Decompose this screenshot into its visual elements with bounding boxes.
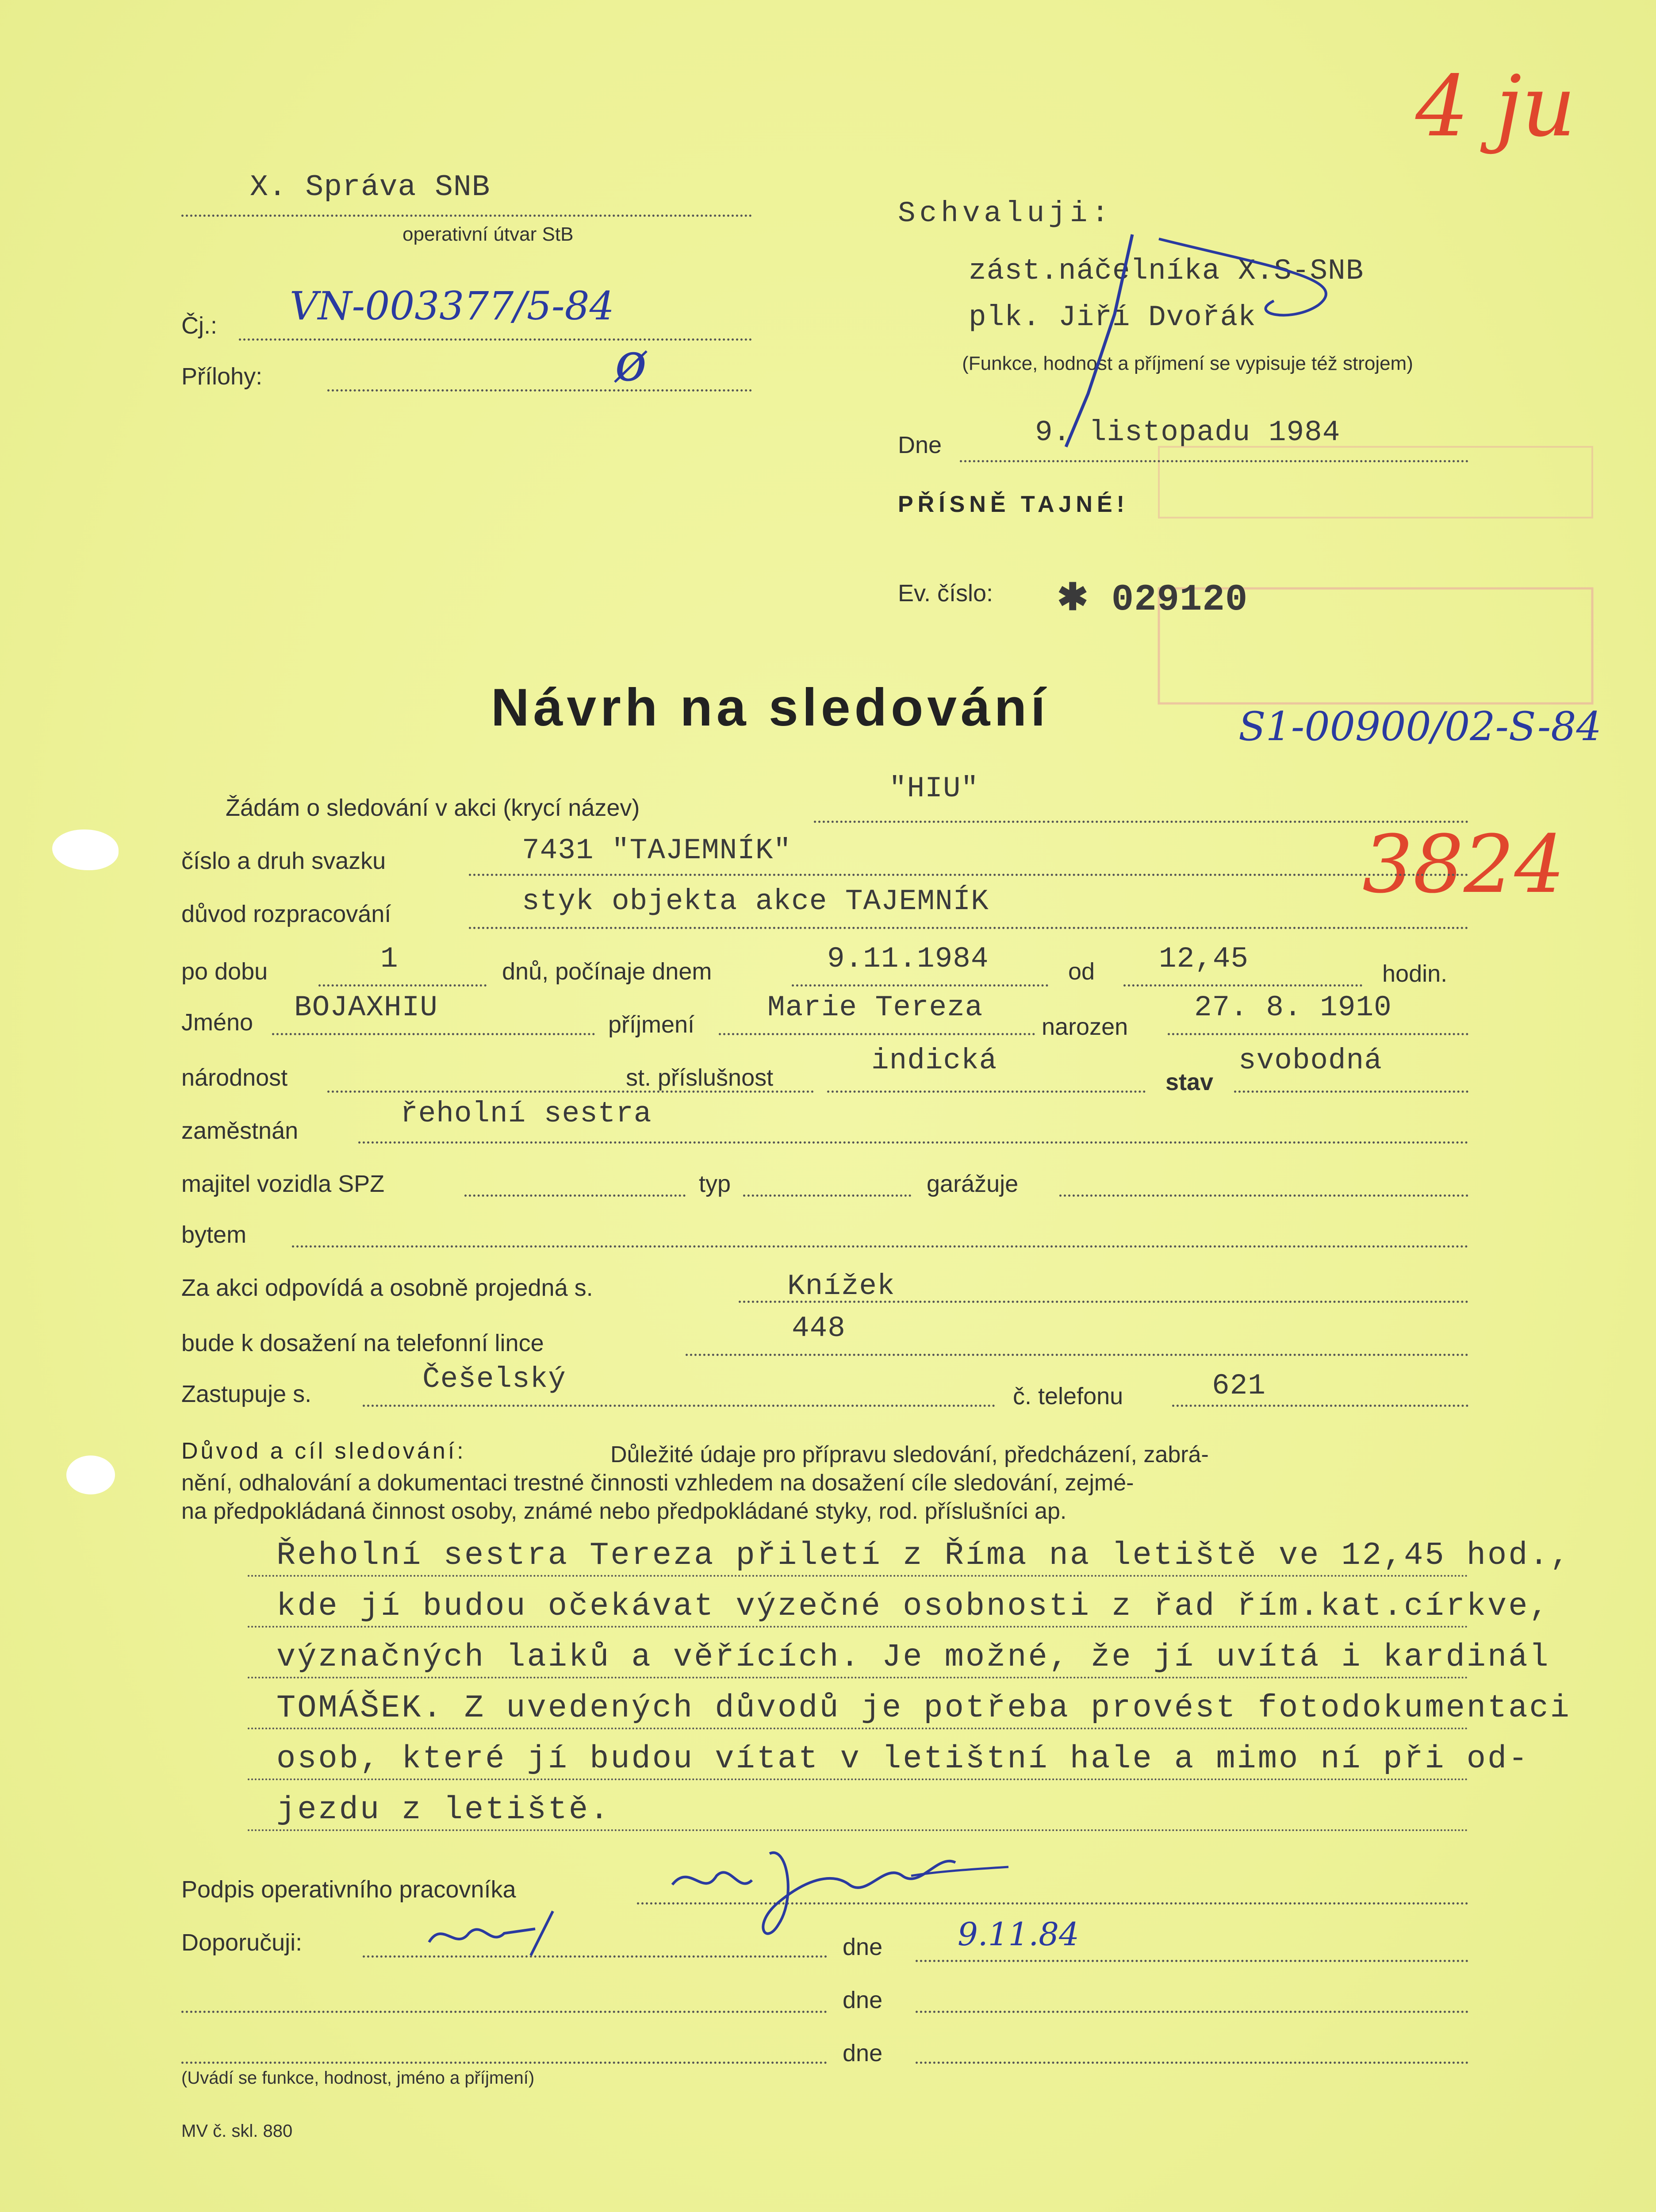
reason-instructions-1: Důležité údaje pro přípravu sledování, předcházení, zabrá- [610, 1442, 1209, 1467]
red-number: 3824 [1362, 818, 1565, 911]
approval-date-label: Dne [898, 432, 942, 458]
akce-label: Žádám o sledování v akci (krycí název) [226, 795, 640, 821]
approval-caption: (Funkce, hodnost a příjmení se vypisuje též strojem) [962, 353, 1413, 374]
za-akci-label: Za akci odpovídá a osobně projedná s. [181, 1275, 593, 1301]
reason-line-3: význačných laiků a věřících. Je možné, že jí uvítá i kardinál [276, 1639, 1550, 1675]
majitel-label: majitel vozidla SPZ [181, 1171, 385, 1197]
page-mark: 4 ju [1415, 58, 1576, 155]
approval-date: 9. listopadu 1984 [1035, 416, 1341, 449]
narozen-value: 27. 8. 1910 [1194, 991, 1392, 1024]
po-dobu-value: 1 [380, 942, 399, 975]
punch-hole-bottom [66, 1455, 115, 1494]
punch-hole-top [52, 830, 119, 870]
form-number: MV č. skl. 880 [181, 2121, 293, 2141]
zastupuje-value: Češelský [422, 1363, 566, 1396]
c-telefonu-value: 621 [1212, 1369, 1266, 1402]
reason-line-5: osob, které jí budou vítat v letištní hale a mimo ní při od- [276, 1741, 1530, 1777]
prijmeni-label: příjmení [608, 1011, 695, 1038]
reason-line-1: Řeholní sestra Tereza přiletí z Říma na letiště ve 12,45 hod., [276, 1537, 1571, 1574]
podpis-label: Podpis operativního pracovníka [181, 1876, 516, 1903]
narodnost-label: národnost [181, 1064, 288, 1091]
prijmeni-value: Marie Tereza [767, 991, 983, 1024]
st-prislusnost-value: indická [871, 1044, 997, 1077]
telefon-label: bude k dosažení na telefonní lince [181, 1330, 544, 1356]
duvod-value: styk objekta akce TAJEMNÍK [522, 885, 989, 918]
jmeno-value: BOJAXHIU [294, 991, 438, 1024]
reason-line-6: jezdu z letiště. [276, 1792, 611, 1828]
ev-number-label: Ev. číslo: [898, 580, 993, 607]
start-date-value: 9.11.1984 [827, 942, 989, 975]
stav-value: svobodná [1238, 1044, 1382, 1077]
classification-label: PŘÍSNĚ TAJNÉ! [898, 492, 1129, 517]
ev-number-value: ✱ 029120 [1057, 579, 1248, 621]
zastupuje-label: Zastupuje s. [181, 1381, 312, 1407]
od-label: od [1068, 958, 1095, 985]
prilohy-label: Přílohy: [181, 363, 263, 390]
document-title: Návrh na sledování [491, 678, 1050, 737]
po-dobu-label: po dobu [181, 958, 268, 985]
department-name: X. Správa SNB [250, 170, 491, 204]
approval-function: zást.náčelníka X.S-SNB [969, 254, 1364, 288]
cj-label: Čj.: [181, 312, 217, 339]
cj-value: VN-003377/5-84 [290, 283, 614, 329]
bytem-label: bytem [181, 1221, 247, 1248]
jmeno-label: Jméno [181, 1009, 253, 1036]
signature-caption: (Uvádí se funkce, hodnost, jméno a příjmení) [181, 2068, 535, 2088]
approval-label: Schvaluji: [898, 197, 1113, 230]
garazuje-label: garážuje [927, 1171, 1019, 1197]
unit-caption: operativní útvar StB [402, 223, 574, 245]
duvod-label: důvod rozpracování [181, 901, 391, 927]
recommend-signature [420, 1902, 597, 1964]
dne-label-1: dne [843, 1934, 883, 1960]
za-akci-value: Knížek [787, 1270, 895, 1303]
approval-name: plk. Jiří Dvořák [969, 301, 1256, 334]
reason-instructions-3: na předpokládaná činnost osoby, známé nebo předpokládané styky, rod. příslušníci ap. [181, 1498, 1067, 1524]
typ-label: typ [699, 1171, 731, 1197]
zamestnan-label: zaměstnán [181, 1118, 299, 1144]
akce-value: "HIU" [889, 772, 979, 805]
reason-instructions-2: nění, odhalování a dokumentaci trestné činnosti vzhledem na dosažení cíle sledování, zejmé- [181, 1470, 1134, 1496]
dne-label-2: dne [843, 1987, 883, 2013]
telefon-value: 448 [792, 1312, 846, 1345]
reason-line-4: TOMÁŠEK. Z uvedených důvodů je potřeba provést fotodokumentaci [276, 1690, 1571, 1726]
c-telefonu-label: č. telefonu [1013, 1383, 1123, 1409]
reason-heading: Důvod a cíl sledování: [181, 1438, 466, 1464]
prilohy-value: ø [615, 332, 647, 393]
registration-number: S1-00900/02-S-84 [1238, 703, 1602, 750]
svazek-label: číslo a druh svazku [181, 848, 386, 874]
od-value: 12,45 [1159, 942, 1249, 975]
stav-label: stav [1165, 1069, 1214, 1095]
svazek-value: 7431 "TAJEMNÍK" [522, 834, 792, 867]
reason-line-2: kde jí budou očekávat výzečné osobnosti z řad řím.kat.církve, [276, 1588, 1550, 1624]
zamestnan-value: řeholní sestra [400, 1097, 652, 1130]
narozen-label: narozen [1042, 1014, 1128, 1040]
st-prislusnost-label: st. příslušnost [626, 1064, 774, 1091]
recommend-date: 9.11.84 [958, 1916, 1079, 1953]
dne-label-3: dne [843, 2040, 883, 2066]
doporucuji-label: Doporučuji: [181, 1929, 303, 1956]
hodin-label: hodin. [1382, 960, 1448, 987]
dnu-label: dnů, počínaje dnem [502, 958, 712, 985]
